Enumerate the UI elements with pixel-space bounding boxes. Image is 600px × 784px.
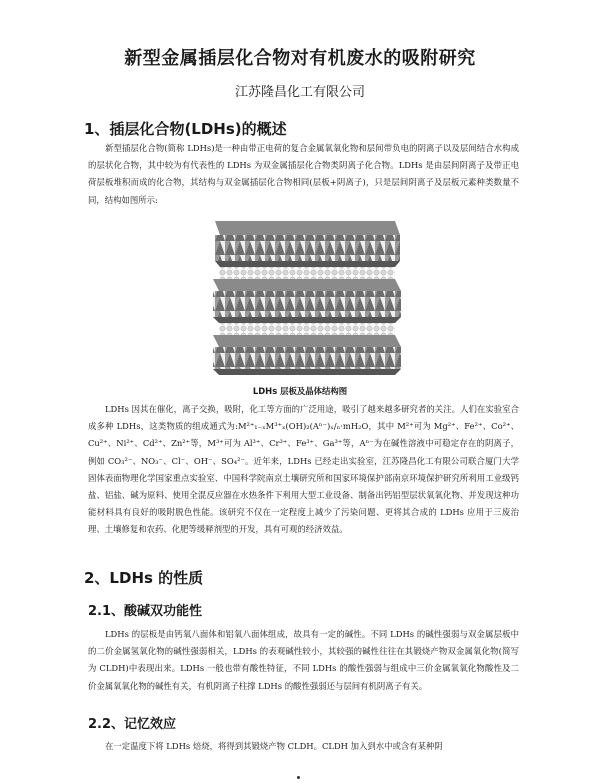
- section-2-1-paragraph: [88, 626, 519, 695]
- page-mark: [297, 776, 300, 779]
- section-1-paragraph-1: [88, 140, 519, 209]
- section-2-heading: 2、LDHs 的性质: [84, 569, 204, 587]
- company-name: 江苏隆昌化工有限公司: [234, 85, 365, 100]
- section-2-2-paragraph-text: 在一定温度下将 LDHs 焙烧，将得到其锻烧产物 CLDH。CLDH 加入到水中或含有某种阴: [105, 741, 443, 751]
- paragraph-2-intro: LDHs 因其在催化，离子交换，吸附，化工等方面的广泛用途，吸引了越来越多研究者的关注。人们在实验室合成多种 LDHs，这类物质的组成通式为:: [88, 404, 519, 432]
- section-1-heading: 1、插层化合物(LDHs)的概述: [84, 120, 287, 138]
- interlayer-anions-bottom: [219, 323, 395, 335]
- interlayer-anions-top: [219, 267, 395, 279]
- section-2-2-heading: 2.2、记忆效应: [88, 717, 177, 732]
- section-1-paragraph-2: [88, 401, 519, 539]
- figure-caption: LDHs 层板及晶体结构图: [252, 386, 348, 396]
- document-title: 新型金属插层化合物对有机废水的吸附研究: [124, 48, 476, 69]
- section-1-paragraph-1-text: 新型插层化合物(简称 LDHs)是一种由带正电荷的复合金属氧氧化物和层间带负电的阴离子以及层间结合水构成的层状化合物，其中较为有代表性的 LDHs 为双金属插层化合物类阴离子化合物。LDHs 是由层间阴离子及带正电荷层板堆积而成的化合物，其结构与双金属插层化合物相同(层板+阴离子)，只是层间阴离子及层板元素种类数量不同，结构如图所示:: [88, 143, 519, 205]
- paragraph-2-body: 其中 M²⁺可为 Mg²⁺、Fe²⁺、Co²⁺、Cu²⁺、Ni²⁺、Cd²⁺、Zn²⁺等，M³⁺可为 Al³⁺、Cr³⁺、Fe³⁺、Ga³⁺等，Aⁿ⁻为在碱性溶液中可稳定存在的阴离子，例如 CO₃²⁻、NO₃⁻、Cl⁻、OH⁻、SO₄²⁻。近年来，LDHs 已经走出实验室，江苏隆昌化工有限公司联合厦门大学固体表面物理化学国家重点实验室、中国科学院南京土壤研究所和国家环境保护部南京环境保护研究所利用工业级钙盐、铝盐、碱为原料、使用全混反应器在水热条件下利用大型工业设备、制备出钙铝型层状氧氧化物、并发现这种功能材料具有良好的吸附脱色性能。该研究不仅在一定程度上减少了污染问题、更将其合成的 LDHs 应用于三废治理、土壤修复和农药、化肥等缓释剂型的开发，具有可观的经济效益。: [88, 421, 519, 535]
- ldh-structure-figure: [205, 213, 405, 376]
- section-2-1-heading: 2.1、酸碱双功能性: [88, 604, 203, 619]
- section-2-1-paragraph-text: LDHs 的层板是由钙氧八面体和铝氧八面体组成，故具有一定的碱性。不同 LDHs 的碱性强弱与双金属层板中的二价金属氢氧化物的碱性强弱相关，LDHs 的表观碱性较小，其较强的碱性往往在其锻烧产物双金属氧化物(简写为 CLDH)中表现出来。LDHs 一般也带有酸性特征，不同 LDHs 的酸性强弱与组成中三价金属氧氧化物酸性及二价金属氧氧化物的碱性有关，有机阴离子柱撑 LDHs 的酸性强弱还与层间有机阴离子有关。: [88, 629, 519, 691]
- general-formula: M²⁺₁₋ₓM³⁺ₓ(OH)₂(Aⁿ⁻)ₓ/ₙ·mH₂O，: [237, 421, 378, 432]
- layer-slab-middle: [213, 279, 401, 323]
- layer-slab-bottom: [213, 335, 401, 375]
- layer-slab-top: [215, 221, 400, 267]
- section-2-2-paragraph: [88, 738, 519, 755]
